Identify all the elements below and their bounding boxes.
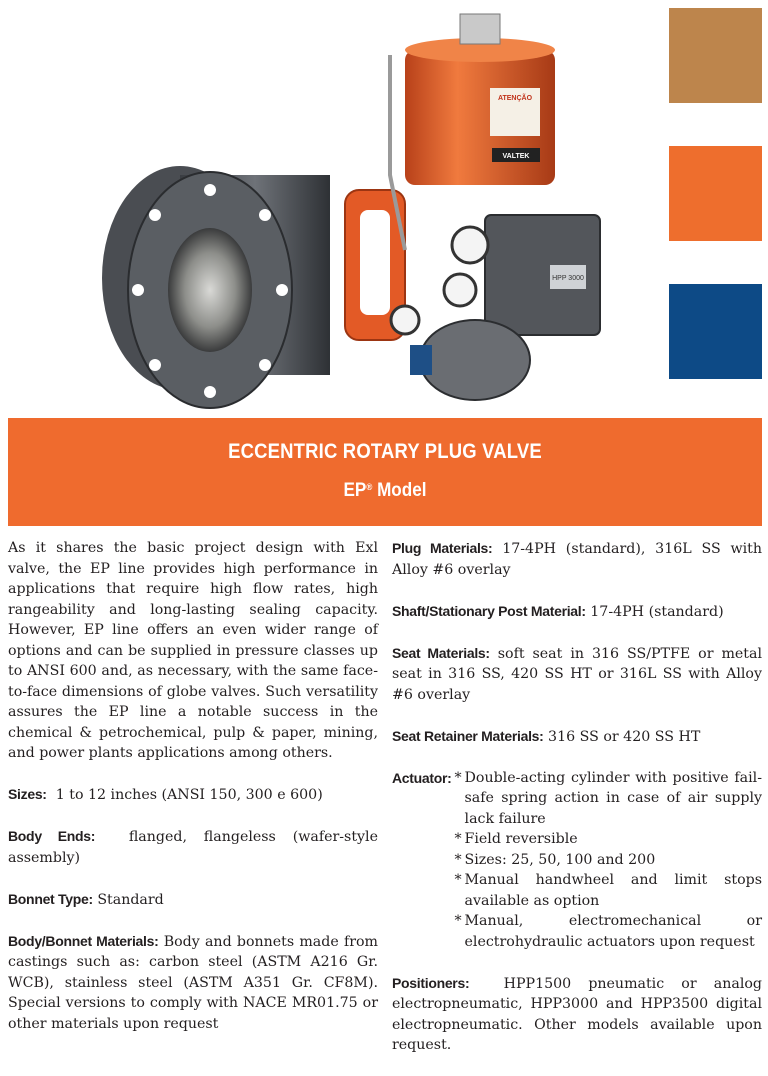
shaft-materials-spec bbox=[392, 601, 762, 623]
model-name bbox=[46, 480, 725, 502]
intro-paragraph: As it shares the basic project design with Exl valve, the EP line provides high performance in applications that require high flow rates, high rangeability and long-lasting sealing capacity. However, EP line offers an even wider range of options and can be supplied in pressure classes up to ANSI 600 and, as necessary, with the same face-to-face dimensions of globe valves. Such versatility assures the EP line a notable success in the chemical & petrochemical, pulp & paper, mining, and power plants applications among others. bbox=[8, 540, 378, 761]
shaft-materials-value: 17-4PH (standard) bbox=[590, 603, 724, 620]
body-bonnet-materials-value: Body and bonnets made from castings such as: carbon steel (ASTM A216 Gr. WCB), stainless steel (ASTM A351 Gr. CF8M). Special versions to comply with NACE MR01.75 or other materials upon request bbox=[8, 933, 378, 1032]
sizes-value: 1 to 12 inches (ANSI 150, 300 e 600) bbox=[55, 787, 323, 803]
right-column bbox=[392, 538, 762, 1076]
seat-materials-label: Seat Materials: bbox=[392, 644, 490, 661]
bonnet-type-value: Standard bbox=[97, 891, 164, 908]
actuator-item: * Manual, electromechanical or electrohydraulic actuators upon request bbox=[455, 911, 762, 952]
yoke-window bbox=[360, 210, 390, 315]
atencao-label: ATENÇÃO bbox=[497, 95, 533, 102]
model-suffix: Model bbox=[372, 480, 427, 501]
positioners-label: Positioners: bbox=[392, 974, 470, 991]
seat-materials-spec bbox=[392, 643, 762, 706]
actuator-list bbox=[455, 768, 762, 953]
color-swatch-orange bbox=[669, 146, 762, 241]
sizes-label: Sizes: bbox=[8, 786, 47, 802]
blue-fitting bbox=[410, 345, 432, 375]
registered-mark: ® bbox=[366, 482, 373, 492]
body-bonnet-materials-label: Body/Bonnet Materials: bbox=[8, 932, 159, 949]
actuator-item: * Sizes: 25, 50, 100 and 200 bbox=[455, 850, 762, 871]
seat-retainer-spec bbox=[392, 726, 762, 748]
actuator-item: * Field reversible bbox=[455, 829, 762, 850]
positioners-value: HPP1500 pneumatic or analog electropneumatic, HPP3000 and HPP3500 digital electropneumatic. Other models available upon request. bbox=[392, 975, 762, 1053]
bonnet-type-spec bbox=[8, 889, 378, 911]
shaft-materials-label: Shaft/Stationary Post Material: bbox=[392, 602, 586, 619]
positioner-label: HPP 3000 bbox=[552, 275, 584, 282]
cylinder-cap-nut bbox=[460, 14, 500, 44]
left-column bbox=[8, 538, 378, 1055]
bonnet-type-label: Bonnet Type: bbox=[8, 890, 93, 907]
model-prefix: EP bbox=[343, 480, 367, 501]
body-bonnet-materials-spec bbox=[8, 931, 378, 1035]
seat-materials-value: soft seat in 316 SS/PTFE or metal seat in 316 SS, 420 SS HT or 316L SS with Alloy #6 overlay bbox=[392, 645, 762, 703]
color-swatch-tan bbox=[669, 8, 762, 103]
positioners-spec bbox=[392, 973, 762, 1056]
plug-materials-label: Plug Materials: bbox=[392, 540, 493, 556]
body-ends-spec bbox=[8, 826, 378, 868]
plug-materials-spec bbox=[392, 538, 762, 580]
body-ends-label: Body Ends: bbox=[8, 828, 96, 844]
brand-label: VALTEK bbox=[502, 153, 530, 160]
product-title: ECCENTRIC ROTARY PLUG VALVE bbox=[228, 440, 542, 463]
body-ends-value: flanged, flangeless (wafer-style assembly) bbox=[8, 829, 378, 866]
actuator-item: * Manual handwheel and limit stops available as option bbox=[455, 870, 762, 911]
positioner-cover bbox=[420, 320, 530, 400]
actuator-label: Actuator: bbox=[392, 769, 452, 786]
sizes-spec bbox=[8, 784, 378, 806]
valve-bore bbox=[168, 228, 252, 352]
seat-retainer-value: 316 SS or 420 SS HT bbox=[548, 728, 701, 745]
title-banner bbox=[8, 418, 762, 526]
plug-materials-value: 17-4PH (standard), 316L SS with Alloy #6 overlay bbox=[392, 541, 762, 578]
valve-product-photo bbox=[60, 0, 620, 410]
color-swatch-blue bbox=[669, 284, 762, 379]
actuator-item: * Double-acting cylinder with positive fail-safe spring action in case of air supply lack failure bbox=[455, 768, 762, 830]
seat-retainer-label: Seat Retainer Materials: bbox=[392, 727, 544, 744]
actuator-spec bbox=[392, 768, 762, 953]
